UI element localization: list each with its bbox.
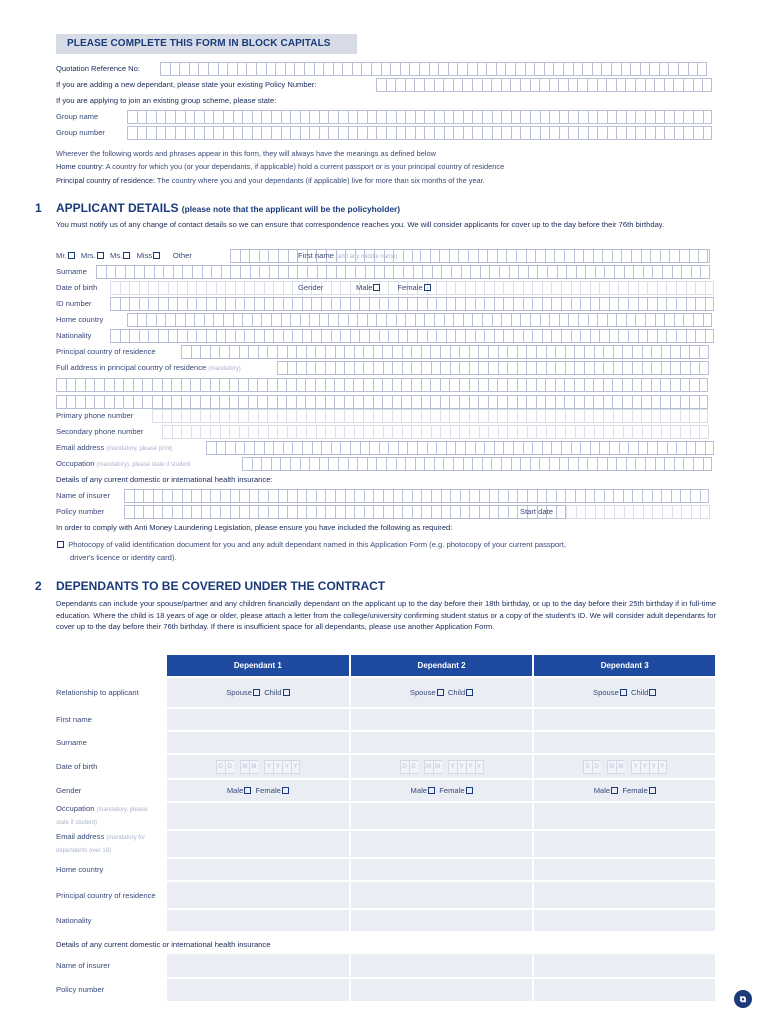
dependant-2-first-name[interactable] (350, 708, 534, 731)
first-name-label: First name (and any middle name) (298, 251, 398, 260)
dependant-1-nationality[interactable] (166, 909, 350, 931)
dependant-2-policy-number[interactable] (350, 978, 534, 1001)
dependant-2-principal-country[interactable] (350, 881, 534, 909)
principal-country-label: Principal country of residence (56, 347, 156, 356)
existing-policy-field[interactable] (376, 78, 712, 92)
male-checkbox[interactable] (373, 284, 380, 291)
dependant-3-home-country[interactable] (533, 858, 715, 881)
surname-label: Surname (56, 267, 87, 276)
dependant-1-header: Dependant 1 (166, 655, 350, 677)
relationship-label: Relationship to applicant (56, 688, 139, 697)
section-1-number: 1 (35, 201, 42, 215)
dependant-2-email[interactable] (350, 830, 534, 858)
dependant-3-policy-number[interactable] (533, 978, 715, 1001)
dependant-3-occupation[interactable] (533, 802, 715, 830)
home-country-field[interactable] (127, 313, 712, 327)
dependant-3-dob[interactable]: D D M M Y Y Y Y (533, 754, 715, 779)
group-number-field[interactable] (127, 126, 712, 140)
dependants-table (56, 655, 715, 1001)
aml-item: Photocopy of valid identification document for you and any adult dependant named in this Application Form (e.g. photocopy of your current passport, (56, 538, 566, 552)
dependant-2-surname[interactable] (350, 731, 534, 754)
principal-country-field[interactable] (181, 345, 709, 359)
occupation-label: Occupation (mandatory), please state if student (56, 459, 191, 468)
primary-phone-field[interactable] (152, 409, 708, 423)
dep-email-label: Email address (mandatory for dependants over 18) (56, 832, 146, 854)
insurer-field[interactable] (124, 489, 709, 503)
primary-phone-label: Primary phone number (56, 411, 134, 420)
dep-first-name-label: First name (56, 715, 92, 724)
dependant-2-nationality[interactable] (350, 909, 534, 931)
dependant-3-first-name[interactable] (533, 708, 715, 731)
dependant-3-email[interactable] (533, 830, 715, 858)
group-scheme-label: If you are applying to join an existing group scheme, please state: (56, 96, 277, 105)
female-checkbox[interactable] (424, 284, 431, 291)
dependant-1-email[interactable] (166, 830, 350, 858)
title-checkboxes: Mr. Mrs. Ms. Miss Other (56, 251, 192, 260)
id-number-field[interactable] (110, 297, 714, 311)
nationality-field[interactable] (110, 329, 714, 343)
insurance-heading: Details of any current domestic or international health insurance: (56, 475, 273, 484)
dependant-1-relationship[interactable]: Spouse Child (166, 677, 350, 708)
dep-home-country-label: Home country (56, 865, 104, 874)
dependant-3-principal-country[interactable] (533, 881, 715, 909)
miss-checkbox[interactable] (153, 252, 160, 259)
quotation-ref-field[interactable] (160, 62, 707, 76)
dependant-2-gender[interactable]: Male Female (350, 779, 534, 802)
secondary-phone-label: Secondary phone number (56, 427, 144, 436)
dependant-3-surname[interactable] (533, 731, 715, 754)
dependant-1-gender[interactable]: Male Female (166, 779, 350, 802)
dependant-3-gender[interactable]: Male Female (533, 779, 715, 802)
section-1-title: APPLICANT DETAILS (please note that the applicant will be the policyholder) (56, 201, 401, 215)
company-logo-icon: ⧉ (734, 990, 752, 1008)
section-2-title: DEPENDANTS TO BE COVERED UNDER THE CONTRACT (56, 579, 386, 593)
definition-home-country: Home country: A country for which you (or your dependants, if applicable) hold a current passport or is your principal country of residence (56, 162, 505, 171)
gender-options: Male Female (356, 281, 431, 295)
group-name-label: Group name (56, 112, 99, 121)
dep-surname-label: Surname (56, 738, 87, 747)
dependant-1-home-country[interactable] (166, 858, 350, 881)
dependant-2-relationship[interactable]: Spouse Child (350, 677, 534, 708)
dep-principal-country-label: Principal country of residence (56, 890, 156, 900)
start-date-label: Start date (520, 507, 553, 516)
aml-notice: In order to comply with Anti Money Laundering Legislation, please ensure you have included the following as required: (56, 523, 453, 532)
address-line-2[interactable] (56, 378, 708, 392)
dependant-2-home-country[interactable] (350, 858, 534, 881)
dep-dob-label: Date of birth (56, 762, 98, 771)
group-number-label: Group number (56, 128, 105, 137)
mr-checkbox[interactable] (68, 252, 75, 259)
dep-gender-label: Gender (56, 786, 82, 795)
existing-policy-label: If you are adding a new dependant, please state your existing Policy Number: (56, 80, 317, 89)
policy-number-label: Policy number (56, 507, 105, 516)
dep-insurer-label: Name of insurer (56, 961, 111, 970)
secondary-phone-field[interactable] (162, 425, 709, 439)
dep-insurance-heading: Details of any current domestic or international health insurance (56, 940, 271, 949)
dep-nationality-label: Nationality (56, 915, 92, 925)
dependant-1-insurer[interactable] (166, 953, 350, 978)
mrs-checkbox[interactable] (97, 252, 104, 259)
dependant-3-nationality[interactable] (533, 909, 715, 931)
dependant-3-header: Dependant 3 (533, 655, 715, 677)
address-line-1[interactable] (277, 361, 709, 375)
ms-checkbox[interactable] (123, 252, 130, 259)
first-name-field[interactable] (420, 249, 708, 263)
occupation-field[interactable] (242, 457, 712, 471)
definitions-intro: Wherever the following words and phrases appear in this form, they will always have the meanings as defined below (56, 149, 436, 158)
aml-item-line-2: driver's licence or identity card). (70, 553, 177, 562)
dependant-1-occupation[interactable] (166, 802, 350, 830)
address-line-3[interactable] (56, 395, 708, 409)
id-number-label: ID number (56, 299, 92, 308)
insurer-label: Name of insurer (56, 491, 111, 500)
dependant-1-principal-country[interactable] (166, 881, 350, 909)
section-1-notice: You must notify us of any change of contact details so we can ensure that correspondence reaches you. We will consider applicants for cover up to the day before their 76th birthday. (56, 220, 665, 229)
home-country-label: Home country (56, 315, 104, 324)
gender-label: Gender (298, 283, 324, 292)
dependant-3-relationship[interactable]: Spouse Child (533, 677, 715, 708)
block-capitals-banner: PLEASE COMPLETE THIS FORM IN BLOCK CAPITALS (56, 34, 357, 54)
dependant-1-dob[interactable]: D D M M Y Y Y Y (166, 754, 350, 779)
start-date-field[interactable] (566, 505, 710, 519)
section-2-number: 2 (35, 579, 42, 593)
section-2-notice: Dependants can include your spouse/partner and any children financially dependant on the applicant up to the day before their 18th birthday, or up to the day before their 25th birthday if in full-time education. Where the child is 18 years of age or older, please attach a letter from the college/university confirming student status or a copy of the student's ID. We will consider adult dependants for cover up to the day before their 76th birthday. If there is insufficient space for all dependants, please use another Application Form. (56, 599, 716, 631)
nationality-label: Nationality (56, 331, 92, 340)
quotation-ref-label: Quotation Reference No: (56, 64, 141, 73)
dependant-3-insurer[interactable] (533, 953, 715, 978)
dependant-2-occupation[interactable] (350, 802, 534, 830)
dependant-1-first-name[interactable] (166, 708, 350, 731)
dependant-1-policy-number[interactable] (166, 978, 350, 1001)
dep-occupation-label: Occupation (mandatory, please state if student) (56, 804, 148, 826)
email-field[interactable] (206, 441, 714, 455)
id-document-checkbox[interactable] (57, 541, 64, 548)
dependant-2-dob[interactable]: D D M M Y Y Y Y (350, 754, 534, 779)
definition-principal-country: Principal country of residence: The country where you and your dependants (if applicable) live for more than six months of the year. (56, 176, 485, 185)
email-label: Email address (mandatory, please print) (56, 443, 173, 452)
surname-field[interactable] (96, 265, 710, 279)
dependant-1-surname[interactable] (166, 731, 350, 754)
group-name-field[interactable] (127, 110, 712, 124)
dependant-2-insurer[interactable] (350, 953, 534, 978)
dob-label: Date of birth (56, 283, 98, 292)
dep-policy-number-label: Policy number (56, 985, 105, 994)
full-address-label: Full address in principal country of residence (mandatory) (56, 363, 241, 372)
dependant-2-header: Dependant 2 (350, 655, 534, 677)
